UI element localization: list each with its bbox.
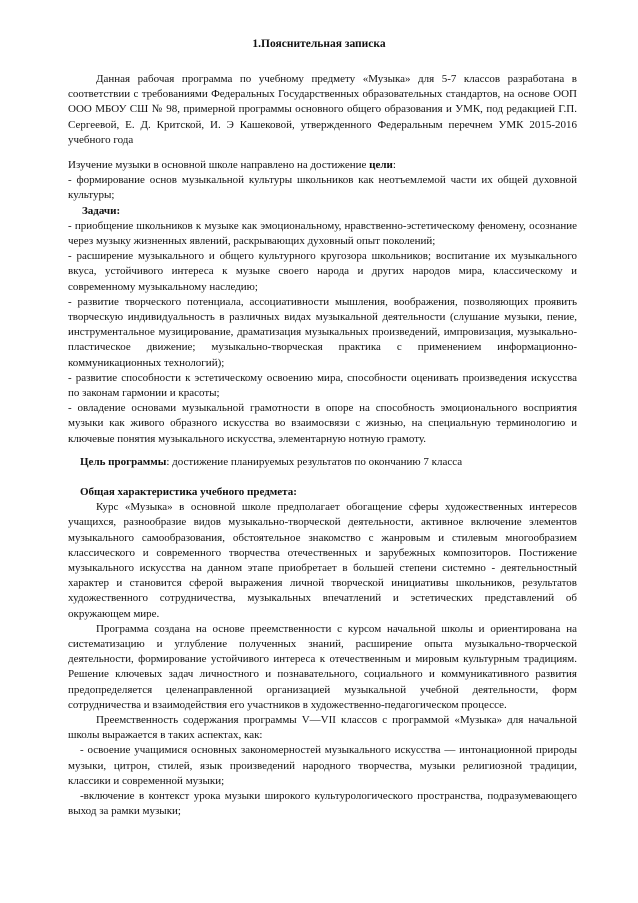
intro-section — [68, 72, 577, 148]
aspect-item: -включение в контекст урока музыки широкого культурологического пространства, подразумевающего выход за рамки музыки; — [68, 790, 577, 818]
goal-word: цели — [369, 159, 393, 171]
aspect-item: - освоение учащимися основных закономерностей музыкального искусства — интонационной природы музыки, цитрон, стилей, язык произведений народного творчества, музыки религиозной традиции, классики и современной музыки; — [68, 744, 577, 787]
goal-text: - формирование основ музыкальной культуры школьников как неотъемлемой части их общей духовной культуры; — [68, 174, 577, 202]
goals-section — [68, 158, 577, 447]
task-item: - расширение музыкального и общего культурного кругозора школьников; воспитание их музыкального вкуса, устойчивого интереса к музыке своего народа и других народов мира, классическому и современному музыкальному наследию; — [68, 250, 577, 293]
characteristic-section — [68, 485, 577, 819]
characteristic-paragraph: Курс «Музыка» в основной школе предполагает обогащение сферы художественных интересов учащихся, разнообразие видов музыкально-творческой деятельности, активное включение элементов музыкального самообразования, обстоятельное знакомство с жанровым и стилевым многообразием классического и современного творчества отечественных и зарубежных композиторов. Постижение музыкального искусства на данном этапе приобретает в большей степени системно - деятельностный характер и становится сферой выражения личной творческой инициативы школьников, результатов художественного сотрудничества, музыкальных впечатлений и эстетических представлений об окружающем мире. — [68, 501, 577, 620]
characteristic-heading: Общая характеристика учебного предмета: — [80, 486, 297, 498]
task-item: - развитие творческого потенциала, ассоциативности мышления, воображения, позволяющих проявить творческую индивидуальность в различных видах музыкальной деятельности (слушание музыки, пение, инструментальное музицирование, драматизация музыкальных произведений, импровизация, музыкально-пластическое движение; музыкально-творческая практика с применением информационно-коммуникационных технологий); — [68, 295, 577, 369]
tasks-heading: Задачи: — [82, 204, 121, 217]
goal-intro-suffix: : — [392, 159, 396, 171]
goal-intro-prefix: Изучение музыки в основной школе направлено на достижение — [68, 159, 370, 171]
program-goal-section — [68, 455, 577, 470]
program-goal-label: Цель программы — [80, 456, 167, 468]
task-item: - развитие способности к эстетическому освоению мира, способности оценивать произведения искусства по законам гармонии и красоты; — [68, 371, 577, 400]
program-goal — [68, 455, 577, 470]
program-goal-text: : достижение планируемых результатов по окончанию 7 класса — [166, 456, 463, 468]
characteristic-paragraph: Преемственность содержания программы V—VII классов с программой «Музыка» для начальной школы выражается в таких аспектах, как: — [68, 714, 577, 742]
characteristic-paragraph: Программа создана на основе преемственности с курсом начальной школы и ориентирована на систематизацию и углубление полученных знаний, расширение опыта музыкально-творческой деятельности, формирование устойчивого интереса к отечественным и мировым культурным традициям. Решение ключевых задач личностного и познавательного, социального и коммуникативного развития предопределяется целенаправленной организацией музыкальной учебной деятельности, форм сотрудничества и взаимодействия его участников в художественно-педагогическом процессе. — [68, 622, 577, 711]
document-title: 1.Пояснительная записка — [252, 38, 386, 50]
task-item: - овладение основами музыкальной грамотности в опоре на способность эмоционального восприятия музыки как живого образного искусства во взаимосвязи с жизнью, на специальную терминологию и ключевые понятия музыкального искусства, элементарную нотную грамоту. — [68, 402, 577, 445]
goal-intro — [68, 158, 577, 173]
intro-paragraph: Данная рабочая программа по учебному предмету «Музыка» для 5-7 классов разработана в соответствии с требованиями Федеральных Государственных образовательных стандартов, на основе ООП ООО МБОУ СШ № 98, примерной программы основного общего образования и УМК, под редакцией Г.П. Сергеевой, Е. Д. Критской, И. Э Кашековой, утвержденного Федеральным перечнем УМК 2015-2016 учебного года — [68, 73, 577, 146]
task-item: - приобщение школьников к музыке как эмоциональному, нравственно-эстетическому феномену, осознание через музыку жизненных явлений, раскрывающих духовный опыт поколений; — [68, 219, 577, 248]
